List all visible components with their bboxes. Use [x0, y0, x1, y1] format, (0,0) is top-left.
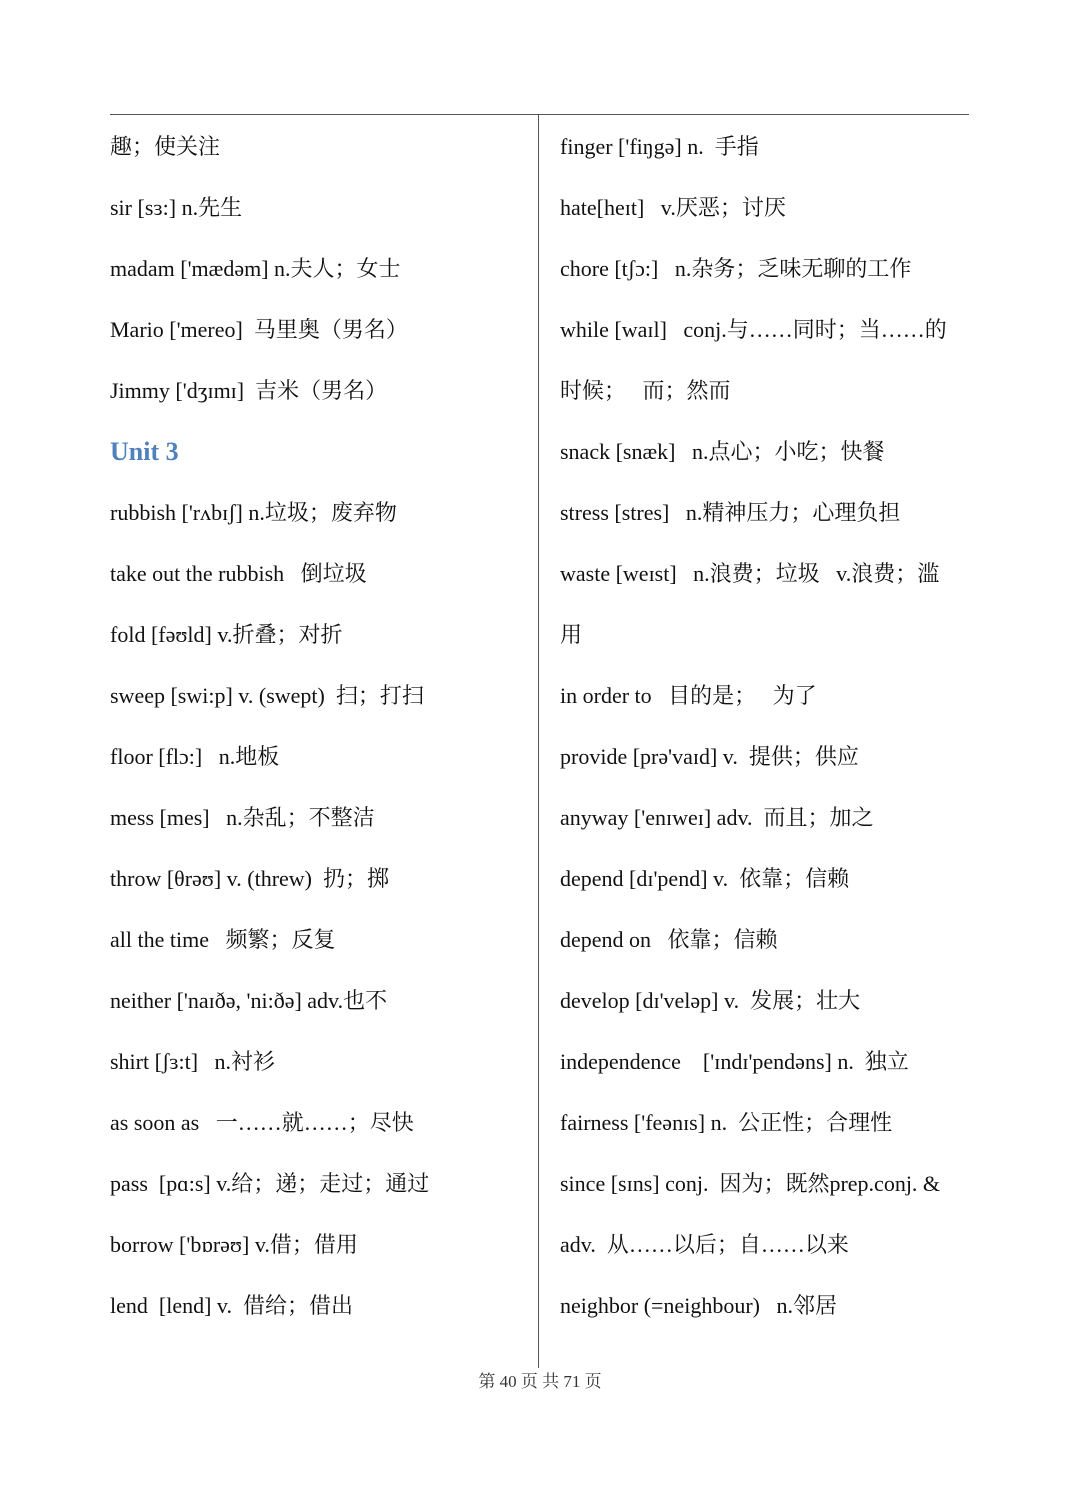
vocab-entry: lend [lend] v. 借给；借出: [110, 1293, 353, 1318]
vocab-entry: borrow ['bɒrəʊ] v.借；借用: [110, 1232, 358, 1257]
vocab-entry: hate[heɪt] v.厌恶；讨厌: [560, 195, 786, 220]
vocab-entry: sir [sɜ:] n.先生: [110, 195, 243, 220]
vocab-entry: independence ['ɪndɪ'pendəns] n. 独立: [560, 1049, 909, 1074]
vocab-entry: throw [θrəʊ] v. (threw) 扔；掷: [110, 866, 389, 891]
vocab-entry: develop [dɪ'veləp] v. 发展；壮大: [560, 988, 861, 1013]
vocab-entry: anyway ['enɪweɪ] adv. 而且；加之: [560, 805, 874, 830]
vocab-entry-continuation: 时候； 而；然而: [560, 378, 731, 403]
vocab-entry: neither ['naɪðə, 'ni:ðə] adv.也不: [110, 988, 388, 1013]
vocab-entry: floor [flɔ:] n.地板: [110, 744, 280, 769]
vocab-entry: as soon as 一……就……；尽快: [110, 1110, 414, 1135]
vocab-entry: finger ['fiŋgə] n. 手指: [560, 134, 759, 159]
vocab-entry: snack [snæk] n.点心；小吃；快餐: [560, 439, 885, 464]
vocab-entry: take out the rubbish 倒垃圾: [110, 561, 367, 586]
vocab-entry: depend on 依靠；信赖: [560, 927, 778, 952]
left-column: [110, 116, 528, 1336]
vocab-entry: pass [pɑ:s] v.给；递；走过；通过: [110, 1171, 430, 1196]
vocab-entry: in order to 目的是； 为了: [560, 683, 817, 708]
vocab-entry: Mario ['mereo] 马里奥（男名）: [110, 317, 408, 342]
vocab-entry-continuation: 用: [560, 622, 583, 647]
vocab-entry: madam ['mædəm] n.夫人；女士: [110, 256, 401, 281]
vocab-entry: all the time 频繁；反复: [110, 927, 336, 952]
vocab-entry: stress [stres] n.精神压力；心理负担: [560, 500, 901, 525]
top-rule: [110, 114, 969, 115]
vocab-entry: since [sɪns] conj. 因为；既然prep.conj. &: [560, 1171, 941, 1196]
vocab-entry: provide [prə'vaɪd] v. 提供；供应: [560, 744, 859, 769]
vocab-entry: fold [fəʊld] v.折叠；对折: [110, 622, 343, 647]
vocab-entry: sweep [swi:p] v. (swept) 扫；打扫: [110, 683, 424, 708]
vocab-entry: depend [dɪ'pend] v. 依靠；信赖: [560, 866, 850, 891]
vocab-entry: mess [mes] n.杂乱；不整洁: [110, 805, 375, 830]
vocab-entry: neighbor (=neighbour) n.邻居: [560, 1293, 837, 1318]
vocab-entry: shirt [ʃɜ:t] n.衬衫: [110, 1049, 276, 1074]
page-number-footer: 第 40 页 共 71 页: [478, 1372, 602, 1391]
vocab-entry: rubbish ['rʌbɪʃ] n.垃圾；废弃物: [110, 500, 397, 525]
right-column: [560, 116, 978, 1336]
vocab-entry: chore [tʃɔ:] n.杂务；乏味无聊的工作: [560, 256, 912, 281]
vocab-entry-continuation: 趣；使关注: [110, 134, 221, 159]
column-divider: [538, 114, 539, 1368]
unit-heading: Unit 3: [110, 437, 179, 466]
vocab-entry: fairness ['feənɪs] n. 公正性；合理性: [560, 1110, 893, 1135]
vocab-entry: Jimmy ['dʒɪmɪ] 吉米（男名）: [110, 378, 388, 403]
vocab-entry: while [waɪl] conj.与……同时；当……的: [560, 317, 947, 342]
vocab-entry: waste [weɪst] n.浪费；垃圾 v.浪费；滥: [560, 561, 940, 586]
vocab-entry-continuation: adv. 从……以后；自……以来: [560, 1232, 849, 1257]
